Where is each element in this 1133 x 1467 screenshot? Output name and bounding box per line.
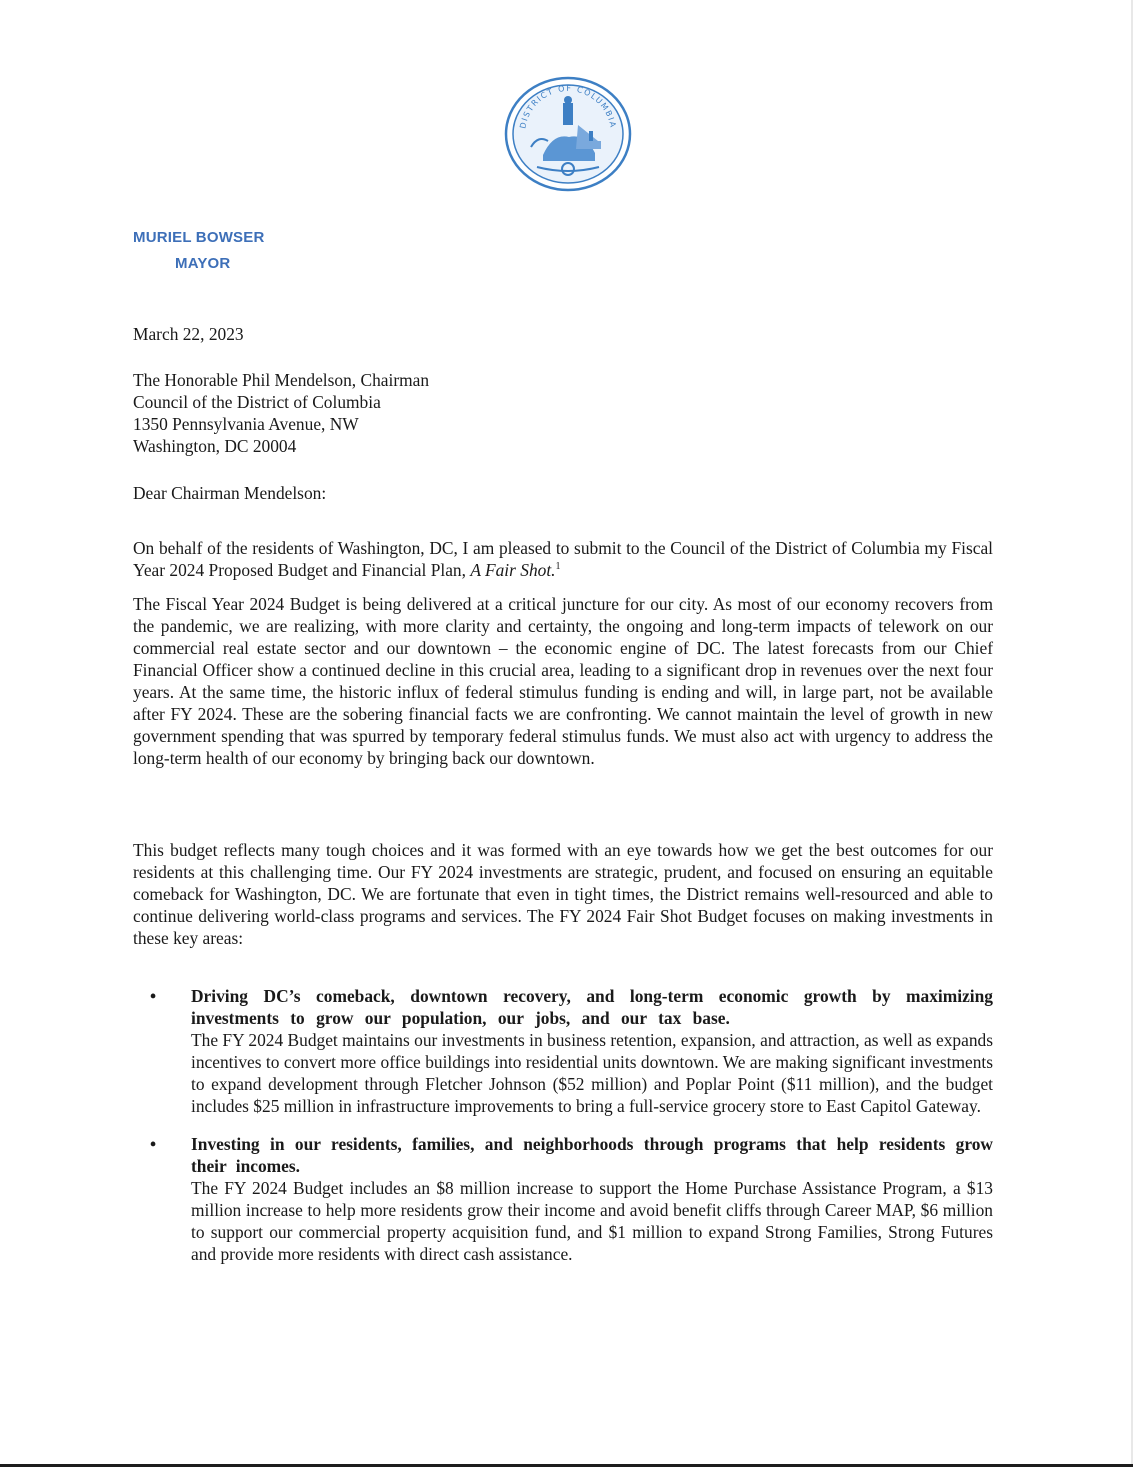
letterhead [133,229,265,272]
letter-date: March 22, 2023 [133,324,244,344]
recipient-line: Council of the District of Columbia [133,392,381,412]
bullet-body: The FY 2024 Budget maintains our investments in business retention, expansion, and attraction, as well as expands incentives to convert more office buildings into residential units downtown. We are making significant investments to expand development through Fletcher Johnson ($52 million) and Poplar Point ($11 million), and the budget includes $25 million in infrastructure improvements to bring a full-service grocery store to East Capitol Gateway. [191,1030,993,1116]
svg-text:DISTRICT OF COLUMBIA: DISTRICT OF COLUMBIA [518,83,618,130]
list-item [150,985,993,1117]
recipient-line: The Honorable Phil Mendelson, Chairman [133,370,430,390]
recipient-address [133,369,993,457]
bullet-marker: • [150,1134,157,1154]
salutation: Dear Chairman Mendelson: [133,483,327,503]
bullet-heading: Driving DC’s comeback, downtown recovery, and long-term economic growth by maximizing investments to grow our population, our jobs, and our tax base. [191,986,993,1028]
footnote-marker: 1 [555,561,561,573]
paragraph-text: On behalf of the residents of Washington, DC, I am pleased to submit to the Council of the District of Columbia my Fiscal Year 2024 Proposed Budget and Financial Plan, [133,538,993,580]
bullet-body: The FY 2024 Budget includes an $8 million increase to support the Home Purchase Assistance Program, a $13 million increase to help more residents grow their income and avoid benefit cliffs through Career MAP, $6 million to support our commercial property acquisition fund, and $1 million to expand Strong Families, Strong Futures and provide more residents with direct cash assistance. [191,1178,993,1264]
investment-list [150,985,993,1265]
district-seal [503,75,633,193]
recipient-line: Washington, DC 20004 [133,436,297,456]
list-item [150,1133,993,1265]
bullet-heading: Investing in our residents, families, and neighborhoods through programs that help residents grow their incomes. [191,1134,993,1176]
seal-icon [503,75,633,193]
recipient-line: 1350 Pennsylvania Avenue, NW [133,414,359,434]
paragraph-context: The Fiscal Year 2024 Budget is being delivered at a critical juncture for our city. As most of our economy recovers from the pandemic, we are realizing, with more clarity and certainty, the ongoing and long-term impacts of telework on our commercial real estate sector and our downtown – the economic engine of DC. The latest forecasts from our Chief Financial Officer show a continued decline in this crucial area, leading to a significant drop in revenues over the next four years. At the same time, the historic influx of federal stimulus funding is ending and will, in large part, not be available after FY 2024. These are the sobering financial facts we are confronting. We cannot maintain the level of growth in new government spending that was spurred by temporary federal stimulus funds. We must also act with urgency to address the long-term health of our economy by bringing back our downtown. [133,594,993,768]
bullet-marker: • [150,986,157,1006]
mayor-name: MURIEL BOWSER [133,229,265,246]
mayor-title: MAYOR [175,255,231,272]
paragraph-intro [133,537,993,581]
budget-title: A Fair Shot. [470,560,556,580]
paragraph-priorities: This budget reflects many tough choices and it was formed with an eye towards how we get the best outcomes for our residents at this challenging time. Our FY 2024 investments are strategic, prudent, and focused on ensuring an equitable comeback for Washington, DC. We are fortunate that even in tight times, the District remains well-resourced and able to continue delivering world-class programs and services. The FY 2024 Fair Shot Budget focuses on making investments in these key areas: [133,840,993,948]
